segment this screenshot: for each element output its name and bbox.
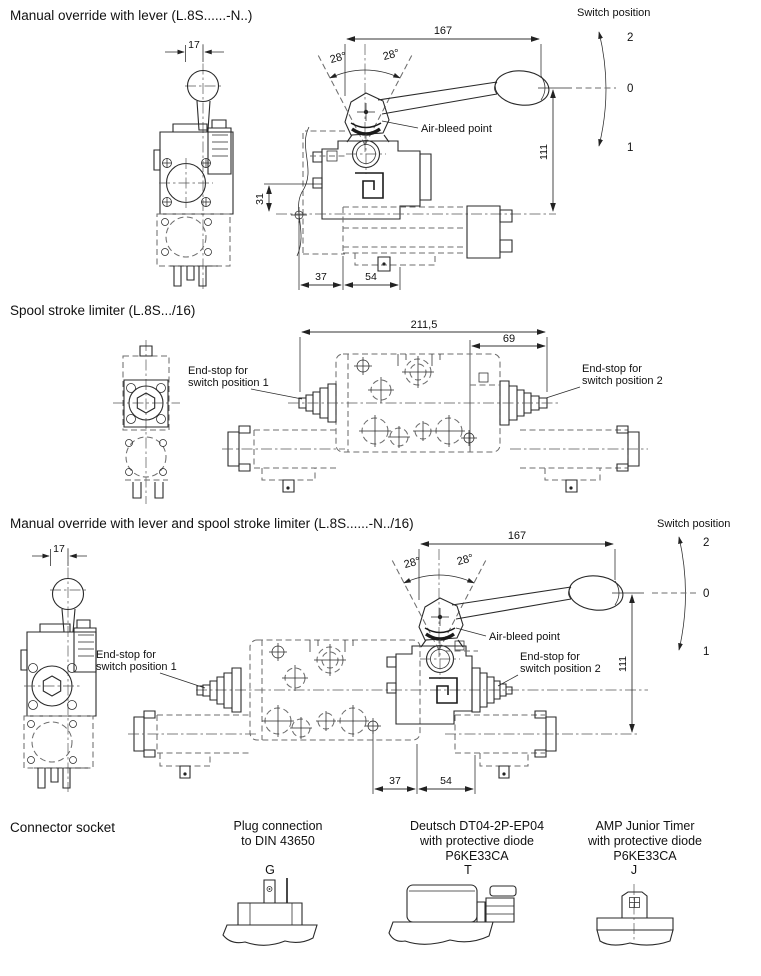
- s1-air-bleed-label: Air-bleed point: [421, 123, 492, 135]
- s2-side-view: [113, 340, 180, 504]
- s3-end-stop-2-label-line2: switch position 2: [520, 663, 601, 675]
- s1-switch-pos-0: 0: [627, 83, 634, 95]
- s1-switch-label: Switch position: [577, 7, 651, 19]
- j-header-line3: P6KE33CA: [613, 849, 677, 863]
- s2-dim-211: 211,5: [410, 319, 438, 331]
- s1-front-view: [254, 25, 572, 290]
- s3-dim-167: 167: [507, 530, 527, 542]
- s1-angle-left: 28°: [328, 50, 348, 67]
- s3-bolt-holes: [29, 664, 77, 710]
- t-header-line3: P6KE33CA: [445, 849, 509, 863]
- s1-dim-54: 54: [365, 271, 377, 283]
- s1-dim-17: 17: [188, 39, 200, 51]
- s3-end-stop-1-label-line2: switch position 1: [96, 661, 177, 673]
- s1-dim-111: 111: [538, 144, 550, 160]
- s4-connector-g: [223, 819, 323, 945]
- s3-end-stop-2-label-line1: End-stop for: [520, 651, 580, 663]
- s2-end-stop-2-label-line2: switch position 2: [582, 375, 663, 387]
- t-header-line1: Deutsch DT04-2P-EP04: [409, 819, 545, 833]
- s1-dim-167: 167: [433, 25, 453, 37]
- g-header-line2: to DIN 43650: [241, 834, 315, 848]
- s1-dim-37: 37: [315, 271, 327, 283]
- s1-lower-bolts: [162, 219, 212, 256]
- s3-switch-pos-0: 0: [703, 588, 710, 600]
- s3-end-stop-1-label-line1: End-stop for: [96, 649, 156, 661]
- s1-bolt-holes: [162, 158, 211, 207]
- s3-switch-pos-1: 1: [703, 646, 710, 658]
- s2-end-stop-1-label-line2: switch position 1: [188, 377, 269, 389]
- s2-end-stop-2-label-line1: End-stop for: [582, 363, 642, 375]
- s1-switch-position: [576, 7, 650, 154]
- s3-dim-37: 37: [389, 775, 401, 787]
- t-header-line2: with protective diode: [420, 834, 534, 848]
- s3-switch-label: Switch position: [657, 518, 731, 530]
- s3-lower-bolts: [28, 721, 77, 764]
- j-letter: J: [630, 863, 638, 877]
- s3-angle-left: 28°: [402, 555, 422, 572]
- s2-top-view: [188, 319, 663, 492]
- s3-dim-17: 17: [53, 543, 65, 555]
- t-letter: T: [464, 863, 472, 877]
- s3-side-view: [21, 543, 96, 792]
- section1-title: Manual override with lever (L.8S......-N..): [10, 8, 253, 23]
- s3-switch-position: [652, 518, 730, 658]
- s3-air-bleed-label: Air-bleed point: [489, 631, 560, 643]
- s3-angle-right: 28°: [455, 552, 475, 569]
- s1-switch-pos-1: 1: [627, 142, 634, 154]
- g-letter: G: [265, 863, 275, 877]
- j-header-line2: with protective diode: [588, 834, 702, 848]
- s4-connector-j: [587, 819, 702, 945]
- s3-dim-54: 54: [440, 775, 452, 787]
- s3-main-view: [96, 530, 648, 794]
- s3-dim-111: 111: [617, 656, 629, 672]
- section4-title: Connector socket: [10, 820, 116, 835]
- g-header-line1: Plug connection: [233, 819, 323, 833]
- s2-dim-69: 69: [502, 333, 516, 345]
- s1-dim-31: 31: [254, 193, 266, 205]
- s1-switch-pos-2: 2: [627, 32, 634, 44]
- s1-angle-right: 28°: [381, 47, 401, 64]
- s1-side-view: [154, 39, 233, 290]
- section2-title: Spool stroke limiter (L.8S.../16): [10, 303, 196, 318]
- section3-title: Manual override with lever and spool stroke limiter (L.8S......-N../16): [10, 516, 414, 531]
- s2-end-stop-1-label-line1: End-stop for: [188, 365, 248, 377]
- s4-connector-t: [389, 819, 544, 944]
- s3-switch-pos-2: 2: [703, 537, 710, 549]
- j-header-line1: AMP Junior Timer: [595, 819, 695, 833]
